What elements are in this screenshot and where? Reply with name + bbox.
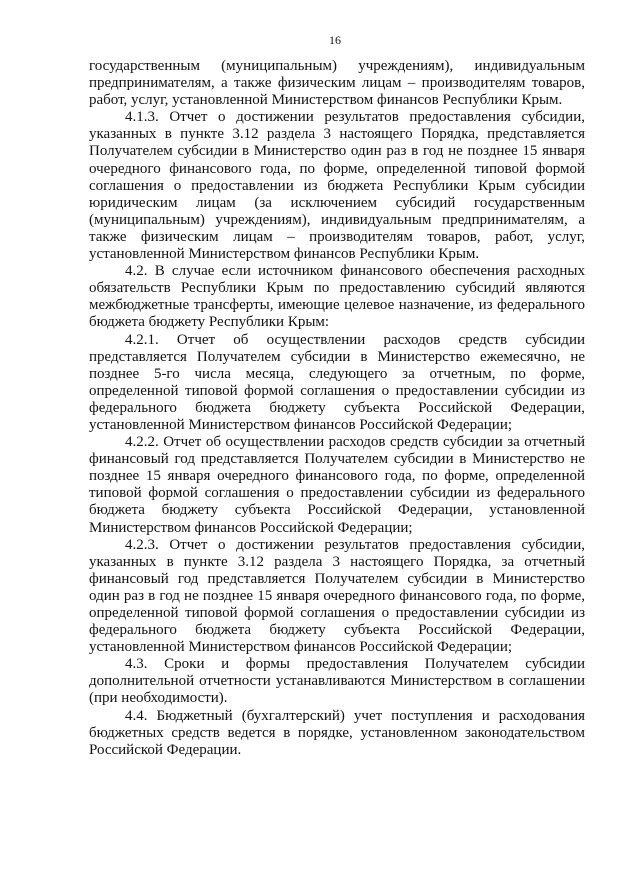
paragraph-4-2-3: 4.2.3. Отчет о достижении результатов предоставления субсидии, указанных в пункте 3.12 раздела 3 настоящего Порядка, за отчетный финансовый год представляется Получателем субсидии в Министерство один раз в год не позднее 15 января очередного финансового года, по форме, определенной типовой формой соглашения о предоставлении субсидии из федерального бюджета бюджету субъекта Российской Федерации, установленной Министерством финансов Российской Федерации;: [89, 536, 585, 656]
paragraph-continuation: государственным (муниципальным) учреждениям), индивидуальным предпринимателям, а также физическим лицам – производителям товаров, работ, услуг, установленной Министерством финансов Республики Крым.: [89, 58, 585, 109]
paragraph-4-3: 4.3. Сроки и формы предоставления Получателем субсидии дополнительной отчетности устанавливаются Министерством в соглашении (при необходимости).: [89, 656, 585, 707]
paragraph-4-2-1: 4.2.1. Отчет об осуществлении расходов средств субсидии представляется Получателем субсидии в Министерство ежемесячно, не позднее 5-го числа месяца, следующего за отчетным, по форме, определенной типовой формой соглашения о предоставлении субсидии из федерального бюджета бюджету субъекта Российской Федерации, установленной Министерством финансов Российской Федерации;: [89, 331, 585, 433]
page-number: 16: [329, 33, 341, 47]
paragraph-4-4: 4.4. Бюджетный (бухгалтерский) учет поступления и расходования бюджетных средств ведется в порядке, установленном законодательством Российской Федерации.: [89, 707, 585, 758]
paragraph-4-1-3: 4.1.3. Отчет о достижении результатов предоставления субсидии, указанных в пункте 3.12 раздела 3 настоящего Порядка, представляется Получателем субсидии в Министерство один раз в год не позднее 15 января очередного финансового года, по форме, определенной типовой формой соглашения о предоставлении из бюджета Республики Крым субсидии юридическим лицам (за исключением субсидий государственным (муниципальным) учреждениям), индивидуальным предпринимателям, а также физическим лицам – производителям товаров, работ, услуг, установленной Министерством финансов Республики Крым.: [89, 109, 585, 263]
document-body: [89, 58, 585, 759]
paragraph-4-2: 4.2. В случае если источником финансового обеспечения расходных обязательств Республики Крым по предоставлению субсидий являются межбюджетные трансферты, имеющие целевое назначение, из федерального бюджета бюджету Республики Крым:: [89, 263, 585, 331]
paragraph-4-2-2: 4.2.2. Отчет об осуществлении расходов средств субсидии за отчетный финансовый год представляется Получателем субсидии в Министерство не позднее 15 января очередного финансового года, по форме, определенной типовой формой соглашения о предоставлении субсидии из федерального бюджета бюджету субъекта Российской Федерации, установленной Министерством финансов Российской Федерации;: [89, 434, 585, 536]
